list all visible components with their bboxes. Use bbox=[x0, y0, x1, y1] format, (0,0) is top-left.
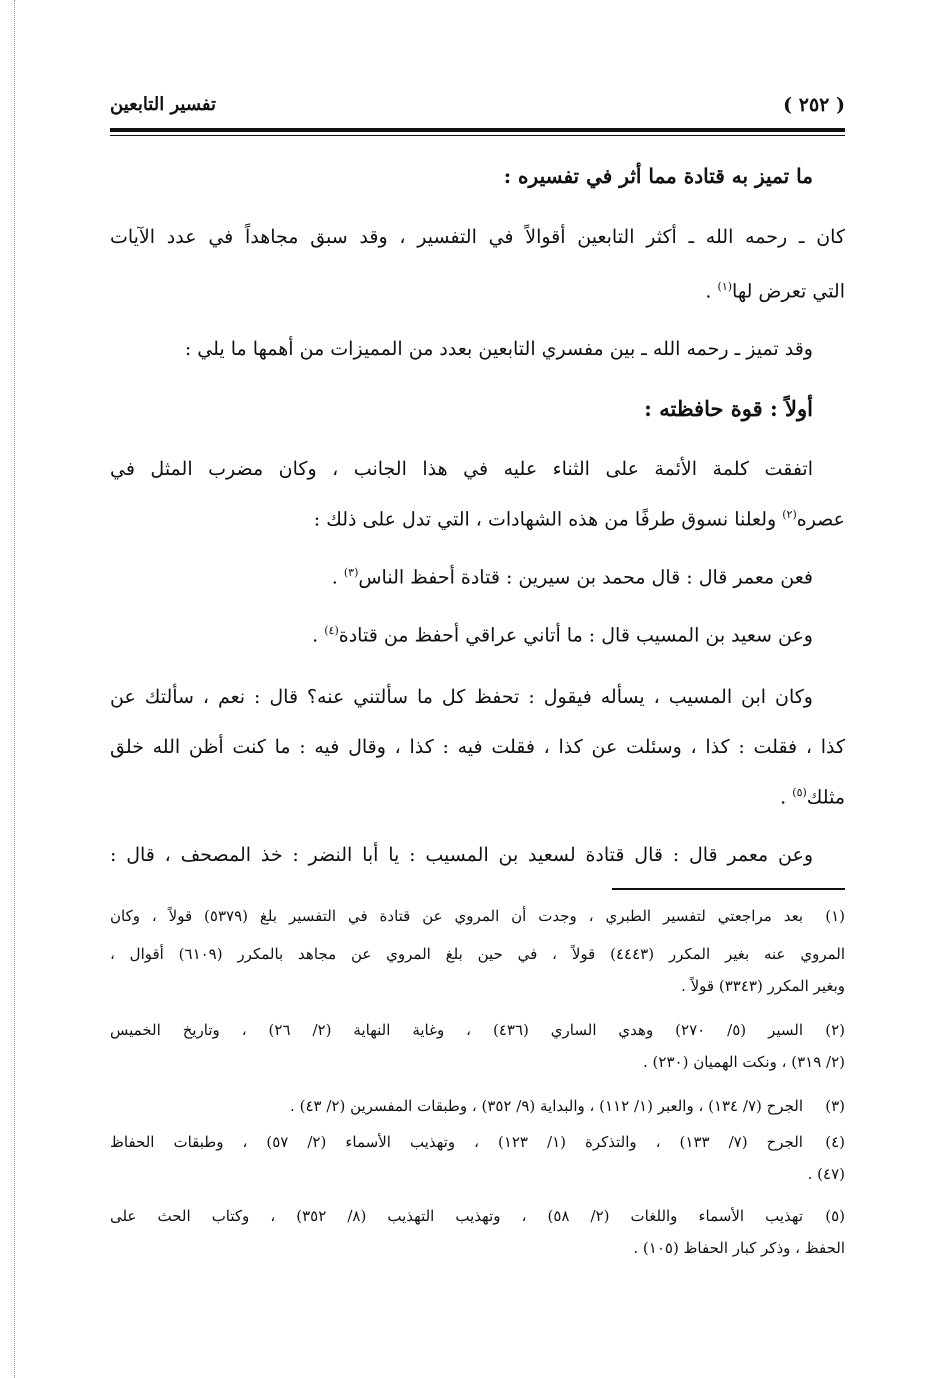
footnote-1-line-1: بعد مراجعتي لتفسير الطبري ، وجدت أن المروي عن قتادة في التفسير بلغ (٥٣٧٩) قولاً ، وكان bbox=[110, 907, 803, 925]
footnote-3 bbox=[110, 1092, 845, 1120]
paragraph-1-end: . bbox=[705, 280, 718, 303]
paragraph-4-text: فعن معمر قال : قال محمد بن سيرين : قتادة أحفظ الناس bbox=[358, 566, 813, 589]
footnote-2-line-1: السير (٥/ ٢٧٠) وهدي الساري (٤٣٦) ، وغاية النهاية (٢/ ٢٦) ، وتاريخ الخميس bbox=[110, 1021, 803, 1039]
paragraph-6-end: . bbox=[780, 786, 793, 809]
footnote-ref-2: (٢) bbox=[782, 508, 797, 521]
paragraph-4 bbox=[332, 566, 845, 588]
footnote-1-line-2: المروي عنه بغير المكرر (٤٤٤٣) قولاً ، في حين بلغ المروي عن مجاهد بالمكرر (٦١٠٩) أقوال ، bbox=[110, 945, 846, 963]
footnote-2-line-2: (٢/ ٣١٩) ، ونكت الهميان (٢٣٠) . bbox=[643, 1053, 845, 1071]
subheading-memory: أولاً : قوة حافظته : bbox=[644, 396, 813, 421]
paragraph-5-end: . bbox=[312, 624, 325, 647]
paragraph-7: وعن معمر قال : قال قتادة لسعيد بن المسيب : يا أبا النضر : خذ المصحف ، قال : bbox=[110, 844, 813, 866]
paragraph-3-text-b: ولعلنا نسوق طرفًا من هذه الشهادات ، التي تدل على ذلك : bbox=[313, 508, 783, 531]
header-rule-thick bbox=[110, 128, 845, 132]
footnote-3-number: (٣) bbox=[825, 1097, 845, 1115]
footnote-5-number: (٥) bbox=[825, 1207, 845, 1225]
footnote-1 bbox=[110, 902, 845, 1000]
page-header bbox=[110, 92, 845, 122]
footnote-3-line-1: الجرح (٧/ ١٣٤) ، والعبر (١/ ١١٢) ، والبداية (٩/ ٣٥٢) ، وطبقات المفسرين (٢/ ٤٣) . bbox=[290, 1097, 803, 1115]
paragraph-6-line-3 bbox=[780, 786, 845, 808]
footnote-4-line-1: الجرح (٧/ ١٣٣) ، والتذكرة (١/ ١٢٣) ، وتهذيب الأسماء (٢/ ٥٧) ، وطبقات الحفاظ bbox=[110, 1133, 803, 1151]
footnote-ref-5: (٥) bbox=[792, 786, 807, 799]
section-heading: ما تميز به قتادة مما أثر في تفسيره : bbox=[503, 164, 813, 188]
footnote-2 bbox=[110, 1016, 845, 1076]
footnote-ref-4: (٤) bbox=[324, 624, 339, 637]
paragraph-2: وقد تميز ـ رحمه الله ـ بين مفسري التابعين بعدد من المميزات من أهمها ما يلي : bbox=[184, 338, 813, 360]
footnote-4-number: (٤) bbox=[825, 1133, 845, 1151]
footnote-5-line-1: تهذيب الأسماء واللغات (٢/ ٥٨) ، وتهذيب التهذيب (٨/ ٣٥٢) ، وكتاب الحث على bbox=[110, 1207, 804, 1225]
paragraph-1-line-2 bbox=[705, 280, 845, 302]
footnote-2-number: (٢) bbox=[825, 1021, 845, 1039]
footnote-4-line-2: (٤٧) . bbox=[807, 1165, 845, 1183]
footnote-5 bbox=[110, 1202, 845, 1262]
footnote-ref-3: (٣) bbox=[343, 566, 359, 579]
header-rule-thin bbox=[110, 135, 845, 136]
paragraph-3-line-1: اتفقت كلمة الأئمة على الثناء عليه في هذا الجانب ، وكان مضرب المثل في bbox=[110, 458, 813, 480]
paragraph-1-text: التي تعرض لها bbox=[732, 280, 845, 303]
footnote-1-number: (١) bbox=[825, 907, 845, 925]
paragraph-3-line-2 bbox=[314, 508, 845, 530]
running-title: تفسير التابعين bbox=[110, 94, 217, 115]
footnote-5-line-2: الحفظ ، وذكر كبار الحفاظ (١٠٥) . bbox=[633, 1239, 845, 1257]
paragraph-3-text-a: عصره bbox=[796, 508, 845, 531]
footnote-separator bbox=[612, 888, 845, 890]
paragraph-4-end: . bbox=[331, 566, 344, 589]
page-number: ( ٢٥٢ ) bbox=[783, 94, 845, 116]
footnote-4 bbox=[110, 1128, 845, 1188]
paragraph-6-line-2: كذا ، فقلت : كذا ، وسئلت عن كذا ، فقلت فيه : كذا ، وقال فيه : ما كنت أظن الله خلق bbox=[110, 736, 845, 758]
paragraph-5 bbox=[312, 624, 845, 646]
paragraph-1-line-1: كان ـ رحمه الله ـ أكثر التابعين أقوالاً في التفسير ، وقد سبق مجاهداً في عدد الآيات bbox=[110, 226, 845, 248]
footnote-1-line-3: وبغير المكرر (٣٣٤٣) قولاً . bbox=[681, 977, 845, 995]
footnote-ref-1: (١) bbox=[717, 280, 733, 293]
paragraph-6-line-1: وكان ابن المسيب ، يسأله فيقول : تحفظ كل ما سألتني عنه؟ قال : نعم ، سألتك عن bbox=[110, 686, 813, 708]
paragraph-6-text: مثلك bbox=[806, 786, 845, 809]
paragraph-5-text: وعن سعيد بن المسيب قال : ما أتاني عراقي أحفظ من قتادة bbox=[338, 624, 813, 647]
